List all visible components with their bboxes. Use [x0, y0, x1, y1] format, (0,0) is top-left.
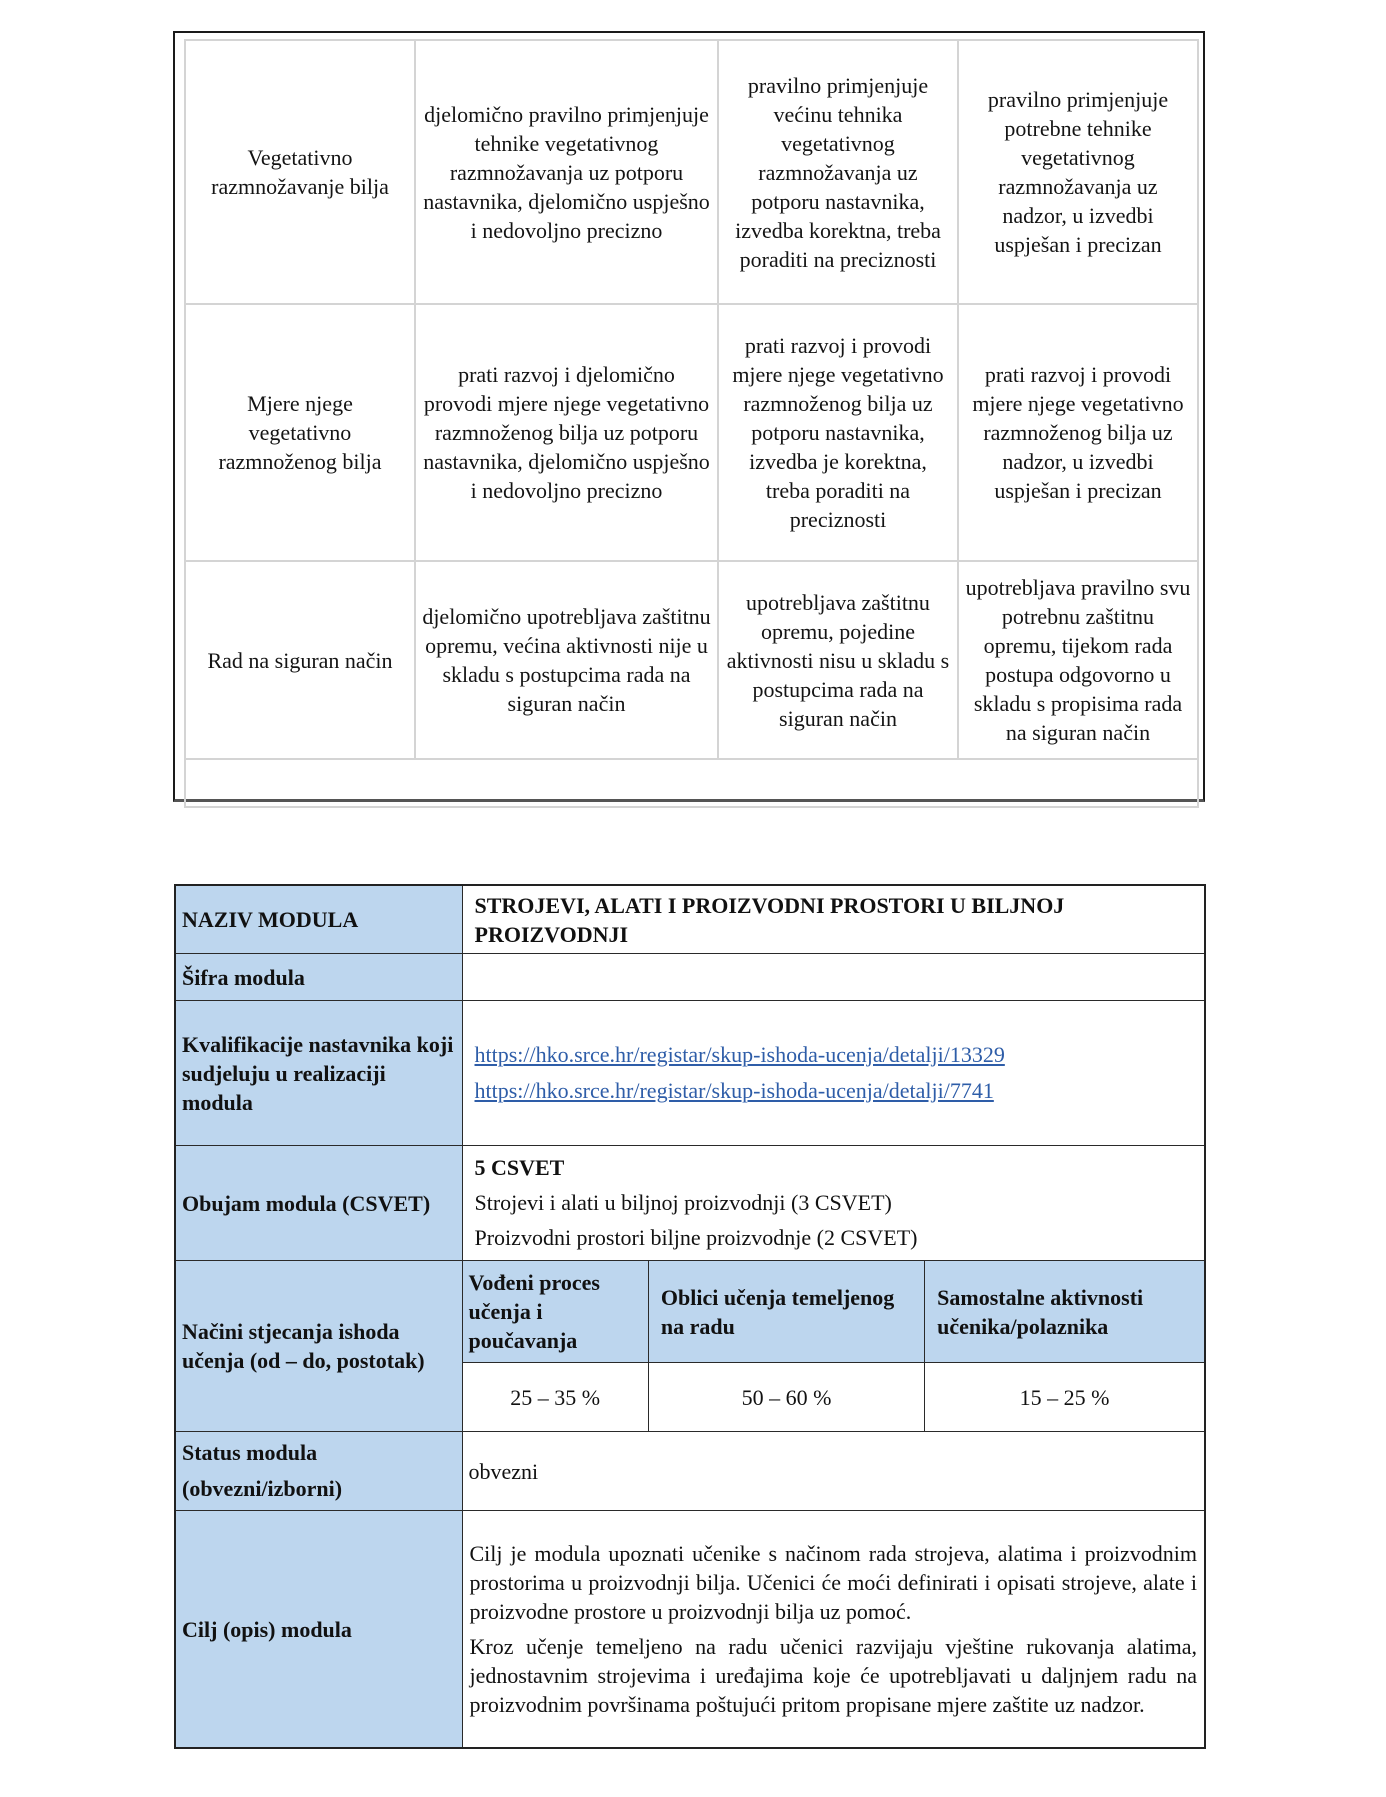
rubric-criterion: Rad na siguran način: [185, 561, 415, 759]
module-volume-row: [175, 1146, 1205, 1261]
rubric-table: [184, 39, 1199, 808]
rubric-empty-row: [185, 759, 1198, 807]
learning-method-percent: 25 – 35 %: [463, 1363, 649, 1432]
learning-methods-row: [175, 1261, 1205, 1432]
rubric-criterion: Mjere njege vegetativno razmnoženog bilja: [185, 304, 415, 561]
learning-methods-label: Načini stjecanja ishoda učenja (od – do, postotak): [175, 1261, 462, 1432]
learning-methods-cell: [462, 1261, 1205, 1432]
module-name-value: STROJEVI, ALATI I PROIZVODNI PROSTORI U BILJNOJ PROIZVODNJI: [462, 885, 1205, 954]
rubric-level-2: prati razvoj i provodi mjere njege vegetativno razmnoženog bilja uz potporu nastavnika, izvedba je korektna, treba poraditi na preciznosti: [718, 304, 958, 561]
learning-method-header: Samostalne aktivnosti učenika/polaznika: [925, 1261, 1204, 1363]
rubric-empty-cell: [185, 759, 1198, 807]
module-volume-label: Obujam modula (CSVET): [175, 1146, 462, 1261]
learning-methods-header-row: [463, 1261, 1205, 1363]
teacher-qualifications-label: Kvalifikacije nastavnika koji sudjeluju u realizaciji modula: [175, 1001, 462, 1146]
rubric-table-frame: [173, 31, 1205, 802]
module-goal-paragraph: Kroz učenje temeljeno na radu učenici razvijaju vještine rukovanja alatima, jednostavnim strojevima i uređajima koje će upotrebljavati u daljnjem radu na proizvodnim površinama poštujući pritom propisane mjere zaštite uz nadzor.: [469, 1634, 1197, 1717]
learning-methods-table: [463, 1261, 1205, 1431]
rubric-level-1: djelomično upotrebljava zaštitnu opremu, većina aktivnosti nije u skladu s postupcima rada na siguran način: [415, 561, 718, 759]
rubric-level-3: prati razvoj i provodi mjere njege vegetativno razmnoženog bilja uz nadzor, u izvedbi uspješan i precizan: [958, 304, 1198, 561]
qualification-link[interactable]: https://hko.srce.hr/registar/skup-ishoda-ucenja/detalji/7741: [474, 1078, 994, 1103]
rubric-level-3: upotrebljava pravilno svu potrebnu zaštitnu opremu, tijekom rada postupa odgovorno u skladu s propisima rada na siguran način: [958, 561, 1198, 759]
learning-method-header: Oblici učenja temeljenog na radu: [648, 1261, 924, 1363]
learning-methods-values-row: [463, 1363, 1205, 1432]
rubric-level-3: pravilno primjenjuje potrebne tehnike vegetativnog razmnožavanja uz nadzor, u izvedbi uspješan i precizan: [958, 40, 1198, 304]
learning-method-percent: 15 – 25 %: [925, 1363, 1204, 1432]
rubric-row: [185, 561, 1198, 759]
learning-method-percent: 50 – 60 %: [648, 1363, 924, 1432]
module-goal-row: [175, 1511, 1205, 1749]
module-status-value: obvezni: [462, 1432, 1205, 1511]
module-code-row: [175, 954, 1205, 1001]
rubric-level-2: upotrebljava zaštitnu opremu, pojedine aktivnosti nisu u skladu s postupcima rada na siguran način: [718, 561, 958, 759]
rubric-level-1: prati razvoj i djelomično provodi mjere njege vegetativno razmnoženog bilja uz potporu nastavnika, djelomično uspješno i nedovoljno precizno: [415, 304, 718, 561]
qualification-link[interactable]: https://hko.srce.hr/registar/skup-ishoda-ucenja/detalji/13329: [474, 1042, 1005, 1067]
module-status-label: Status modula (obvezni/izborni): [175, 1432, 462, 1511]
module-table: [174, 884, 1206, 1749]
rubric-row: [185, 40, 1198, 304]
module-name-row: [175, 885, 1205, 954]
module-goal-text: [462, 1511, 1205, 1749]
teacher-qualifications-links: [462, 1001, 1205, 1146]
module-status-row: [175, 1432, 1205, 1511]
module-volume-part: Proizvodni prostori biljne proizvodnje (2 CSVET): [474, 1225, 918, 1250]
rubric-level-2: pravilno primjenjuje većinu tehnika vegetativnog razmnožavanja uz potporu nastavnika, izvedba korektna, treba poraditi na preciznosti: [718, 40, 958, 304]
rubric-row: [185, 304, 1198, 561]
rubric-level-1: djelomično pravilno primjenjuje tehnike vegetativnog razmnožavanja uz potporu nastavnika, djelomično uspješno i nedovoljno precizno: [415, 40, 718, 304]
module-goal-paragraph: Cilj je modula upoznati učenike s načinom rada strojeva, alatima i proizvodnim prostorima u proizvodnji bilja. Učenici će moći definirati i opisati strojeve, alate i proizvodne prostore u proizvodnji bilja uz pomoć.: [469, 1541, 1197, 1624]
module-volume-part: Strojevi i alati u biljnoj proizvodnji (3 CSVET): [474, 1190, 892, 1215]
module-goal-label: Cilj (opis) modula: [175, 1511, 462, 1749]
module-volume-value: [462, 1146, 1205, 1261]
learning-method-header: Vođeni proces učenja i poučavanja: [463, 1261, 649, 1363]
module-code-label: Šifra modula: [175, 954, 462, 1001]
module-name-label: NAZIV MODULA: [175, 885, 462, 954]
module-volume-total: 5 CSVET: [474, 1155, 565, 1180]
rubric-criterion: Vegetativno razmnožavanje bilja: [185, 40, 415, 304]
teacher-qualifications-row: [175, 1001, 1205, 1146]
module-code-value: [462, 954, 1205, 1001]
